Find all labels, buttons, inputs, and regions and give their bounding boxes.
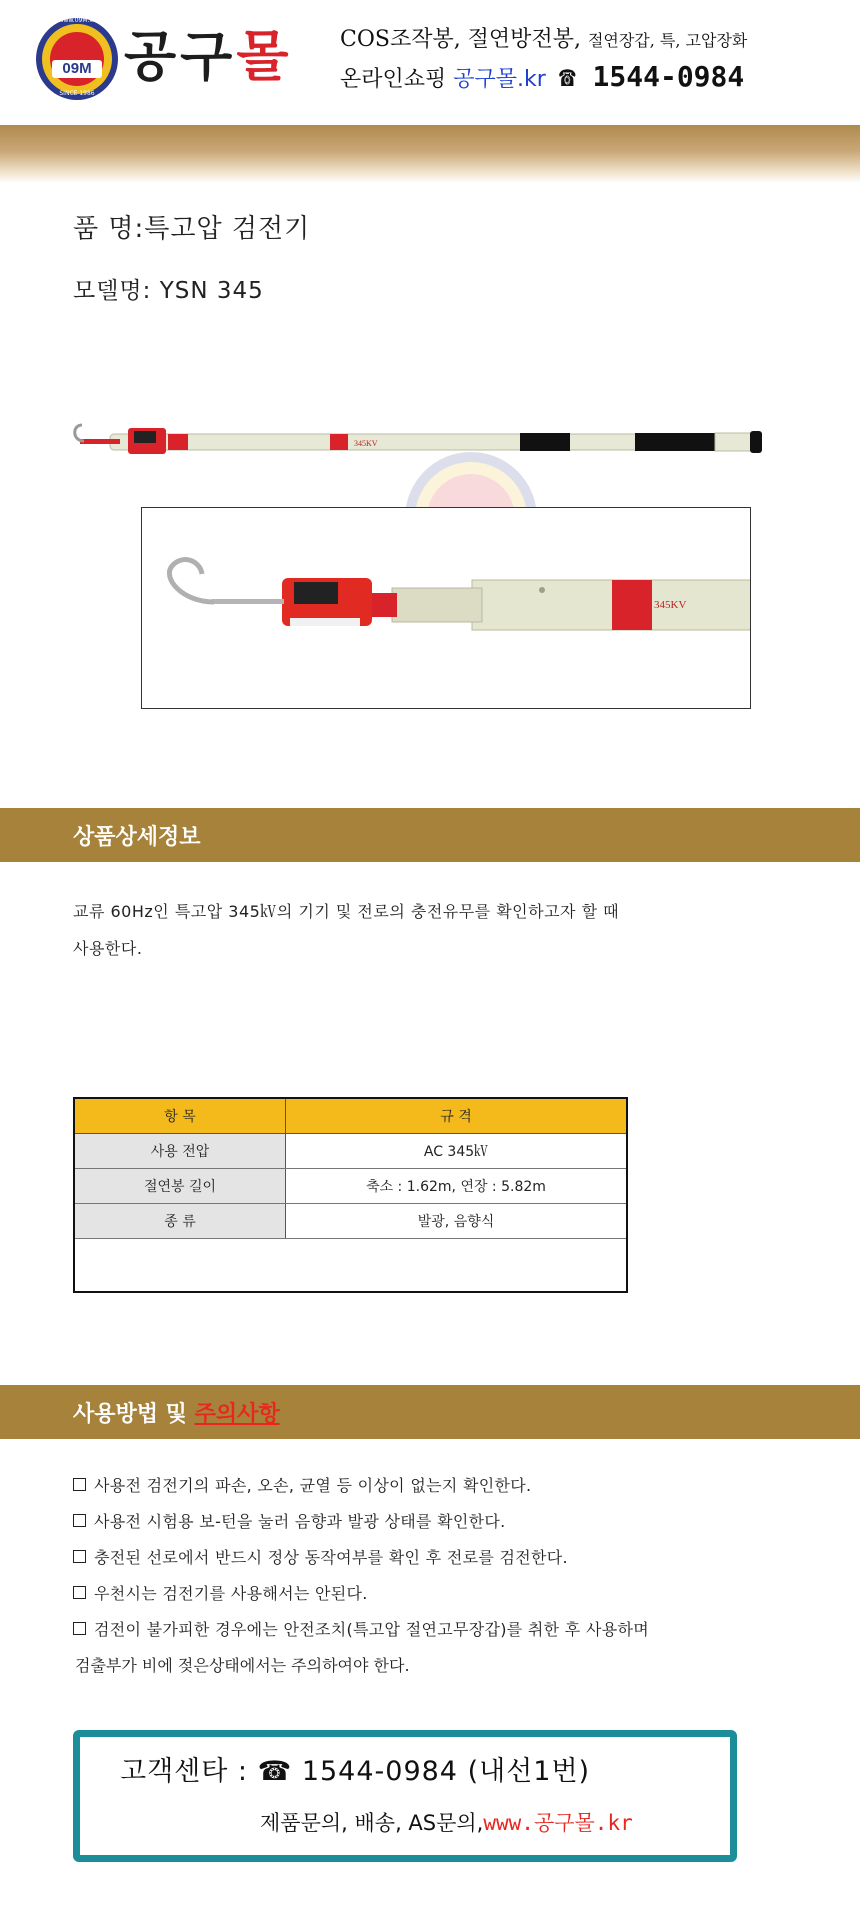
spec-table (73, 1097, 628, 1293)
customer-center-services (260, 1807, 633, 1837)
detail-image-drawing (142, 508, 750, 708)
logo-badge-bottom-text: SINCE 1986 (59, 90, 95, 97)
logo-char-3: 몰 (236, 24, 293, 88)
table-row (75, 1134, 626, 1169)
header-phone[interactable] (559, 60, 744, 93)
table-row (75, 1169, 626, 1204)
description-line-1: 교류 60Hz인 특고압 345㎸의 기기 및 전로의 충전유무를 확인하고자 할 때 (73, 902, 620, 921)
usage-title-main: 사용방법 및 (73, 1402, 195, 1427)
usage-item-text: 사용전 검전기의 파손, 오손, 균열 등 이상이 없는지 확인한다. (94, 1476, 532, 1495)
detail-section-title: 상품상세정보 (73, 825, 201, 850)
checkbox-square-icon (73, 1514, 86, 1527)
customer-center-box (73, 1730, 737, 1862)
tagline-shop-label: 온라인쇼핑 (340, 67, 447, 92)
spec-header-item: 항 목 (75, 1099, 286, 1134)
stick-label: 345KV (354, 439, 378, 448)
list-item (73, 1540, 773, 1576)
list-item (73, 1468, 773, 1504)
usage-section-bar (0, 1385, 860, 1439)
customer-center-phone: 1544-0984 (내선1번) (292, 1756, 591, 1787)
spec-label: 절연봉 길이 (75, 1169, 286, 1204)
site-header (0, 0, 860, 125)
customer-center-label: 고객센타 : (120, 1756, 258, 1787)
logo-badge-icon[interactable] (36, 18, 118, 100)
spec-table-header-row (75, 1099, 626, 1134)
logo-char-1: 공 (124, 24, 181, 88)
logo-wordmark[interactable] (124, 14, 293, 91)
customer-center-phone-line[interactable] (120, 1749, 590, 1788)
product-description (73, 893, 753, 967)
spec-header-spec: 규 격 (286, 1099, 627, 1134)
usage-title-warning: 주의사항 (194, 1402, 280, 1427)
usage-item-continuation: 검출부가 비에 젖은상태에서는 주의하여야 한다. (75, 1656, 410, 1675)
list-item (73, 1576, 773, 1612)
usage-section-title (73, 1397, 280, 1428)
detail-section-bar (0, 808, 860, 862)
logo-char-2: 구 (180, 24, 237, 88)
checkbox-square-icon (73, 1550, 86, 1563)
tagline-products-main: COS조작봉, 절연방전봉, (340, 27, 581, 52)
usage-item-text: 충전된 선로에서 반드시 정상 동작여부를 확인 후 전로를 검전한다. (94, 1548, 568, 1567)
usage-item-text: 우천시는 검전기를 사용해서는 안된다. (94, 1584, 368, 1603)
header-site-link[interactable]: 공구몰.kr (453, 67, 546, 92)
product-stick-image (50, 410, 810, 470)
spec-label: 종 류 (75, 1204, 286, 1239)
product-detail-image (141, 507, 751, 709)
product-model: 모델명: YSN 345 (73, 278, 264, 304)
services-text: 제품문의, 배송, AS문의, (260, 1811, 484, 1835)
product-name: 품 명:특고압 검전기 (73, 214, 311, 244)
usage-item-text: 사용전 시험용 보-턴을 눌러 음향과 발광 상태를 확인한다. (94, 1512, 506, 1531)
checkbox-square-icon (73, 1622, 86, 1635)
spec-value: 축소 : 1.62m, 연장 : 5.82m (286, 1169, 627, 1204)
phone-icon: ☎ (257, 1756, 293, 1787)
list-item (73, 1504, 773, 1540)
usage-item-text: 검전이 불가피한 경우에는 안전조치(특고압 절연고무장갑)를 취한 후 사용하며 (94, 1620, 649, 1639)
description-line-2: 사용한다. (73, 939, 143, 958)
logo-badge-text: 09M (52, 60, 102, 78)
checkbox-square-icon (73, 1586, 86, 1599)
header-tagline-shop (340, 60, 744, 93)
table-row (75, 1204, 626, 1239)
logo-badge-top-text: www.09M.kr (58, 17, 96, 24)
tagline-products-small: 절연장갑, 특, 고압장화 (587, 31, 748, 50)
phone-icon: ☎ (558, 60, 576, 93)
spec-value: 발광, 음향식 (286, 1204, 627, 1239)
checkbox-square-icon (73, 1478, 86, 1491)
header-tagline-products (340, 22, 747, 53)
list-item (73, 1612, 773, 1648)
spec-value: AC 345㎸ (286, 1134, 627, 1169)
usage-list (73, 1468, 773, 1684)
spec-label: 사용 전압 (75, 1134, 286, 1169)
header-gradient-band (0, 125, 860, 183)
header-phone-number: 1544-0984 (592, 60, 745, 93)
detail-image-label: 345KV (654, 599, 687, 611)
contact-site-link[interactable]: www.공구몰.kr (483, 1811, 633, 1835)
